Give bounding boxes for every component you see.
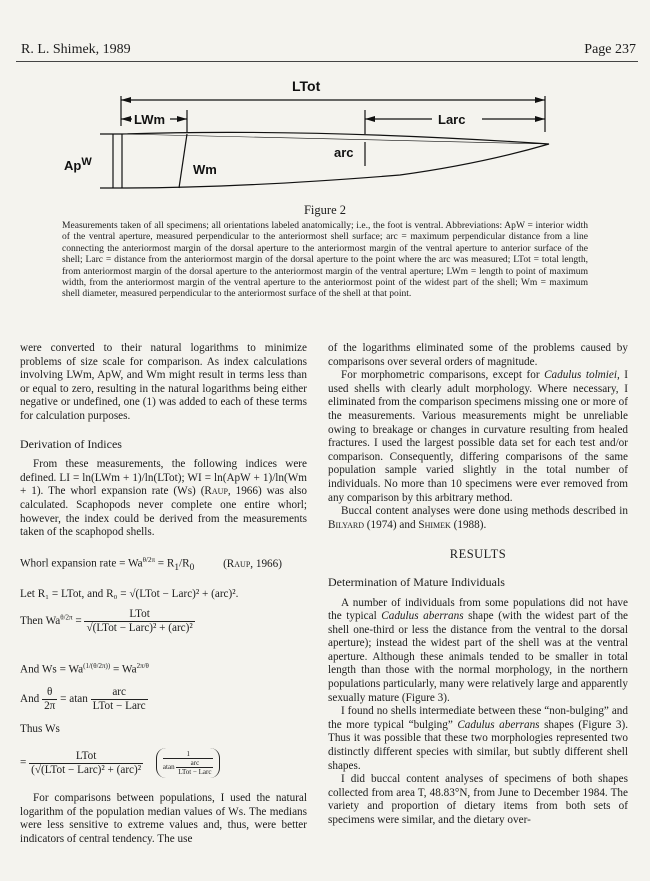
subheading-mature-individuals: Determination of Mature Individuals xyxy=(328,574,505,589)
running-header-author: R. L. Shimek, 1989 xyxy=(21,42,131,57)
label-wm: Wm xyxy=(193,162,217,177)
right-paragraph-1: of the logarithms eliminated some of the problems caused by comparisons over several orders of magnitude. xyxy=(328,342,628,368)
left-paragraph-3: For comparisons between populations, I used the natural logarithm of the population median values of Ws. The medians were less sensitive to extreme values and, thus, were better indicators of central tendency. The use xyxy=(20,792,307,845)
section-heading-indices: Derivation of Indices xyxy=(20,436,122,451)
left-column xyxy=(20,342,307,540)
right-paragraph-5: I found no shells intermediate between these “non-bulging” and the more typical “bulging” Cadulus aberrans shapes (Figure 3). Thus it was possible that these two morphologies represented two distinctly different species with similar, but subtly different shell shapes. xyxy=(328,705,628,772)
larc-right-arrowhead xyxy=(535,116,545,122)
left-paragraph-1: were converted to their natural logarithms to minimize problems of size scale for comparison. As index calculations involving LWm, ApW, and Wm might result in terms less than or equal to zero, resulting in the natural logarithms being either negative or undefined, one (1) was added to each of these terms for calculation purposes. xyxy=(20,342,307,422)
figure-2-diagram xyxy=(60,70,560,198)
larc-left-arrowhead xyxy=(365,116,375,122)
label-lwm: LWm xyxy=(134,112,166,127)
equation-whorl-rate: Whorl expansion rate = $Wa^{\theta/2\pi} = R_1/R_0$ (Raup, 1966) xyxy=(20,556,282,573)
running-header-page: Page 237 xyxy=(584,42,636,57)
right-paragraph-6: I did buccal content analyses of specimens of both shapes collected from area T, 48.83°N, from June to December 1984. The variety and proportion of dietary items from both sets of specimens were similar, and the dietary over- xyxy=(328,773,628,826)
figure-caption: Measurements taken of all specimens; all orientations labeled anatomically; i.e., the foot is ventral. Abbreviations: ApW = interior width of the ventral aperture, measured perpendicular to the anteriormost shell surface; arc = maximum perpendicular distance from a line connecting the anteriormost margin of the dorsal aperture to the anteriormost margin of the ventral aperture to anterior surface of the shell; Larc = distance from the anteriormost margin of the dorsal aperture to the point where the arc was measured; LTot = total length, from anteriormost margin of the dorsal aperture to the anteriormost margin of the ventral aperture; LWm = length to point of maximum width, from the anteriormost margin of the ventral aperture to the anteriormost point of the widest part of the shell; Wm = maximum shell diameter, measured perpendicular to the anteriormost surface of the shell at that point. xyxy=(62,220,588,300)
equation-then-wa: Then $Wa^{\theta/2\pi}$ = $\frac{\text{LTot}}{\text{√(LTot − Larc)² + (arc)²}}$ xyxy=(20,608,193,634)
right-paragraph-3: Buccal content analyses were done using methods described in Bilyard (1974) and Shimek (1988). xyxy=(328,505,628,531)
equation-theta: And $\frac{\theta}{2\pi}$ = atan $\frac{\text{arc}}{\text{LTot − Larc}}$ xyxy=(20,686,146,712)
equation-final-ws: = $\frac{\text{LTot}}{\text{(√(LTot − Larc)² + (arc)²}}$ 1 atan $\frac{\text{arc}}{\text{LTot − Larc}}$ xyxy=(20,748,220,778)
label-arc: arc xyxy=(334,145,354,160)
label-ltot: LTot xyxy=(292,78,321,94)
left-paragraph-2: From these measurements, the following indices were defined. LI = ln(LWm + 1)/ln(LTot); WI = ln(ApW + 1)/ln(Wm + 1). The whorl expansion rate (Ws) (Raup, 1966) was also calculated. Scaphopods never complete one entire whorl; however, the index could be derived from the measurements taken of the scaphopod shells. xyxy=(20,458,307,539)
header-rule xyxy=(16,61,638,62)
wm-line xyxy=(179,134,187,188)
ltot-right-arrowhead xyxy=(535,97,545,103)
right-column xyxy=(328,342,628,828)
left-column-bottom xyxy=(20,792,307,846)
figure-title: Figure 2 xyxy=(303,203,346,217)
right-paragraph-4: A number of individuals from some populations did not have the typical Cadulus aberrans shape (with the widest part of the shell one-third or less the distance from the ventral to the dorsal aperture); instead the widest part of the shell was at the ventral aperture. Although these animals tended to be smaller in total length than those with the normal morphology, in the northern populations particularly, many were relatively large and apparently sexually mature (Figure 3). xyxy=(328,596,629,704)
equation-r-definitions: Let R₁ = LTot, and R₀ = √(LTot − Larc)² + (arc)². xyxy=(20,588,239,600)
lwm-left-arrowhead xyxy=(121,116,131,122)
equation-and-ws: And $Ws = Wa^{(1/(\theta/2\pi))} = Wa^{2\pi/\theta}$ xyxy=(20,662,149,676)
ltot-left-arrowhead xyxy=(121,97,131,103)
label-larc: Larc xyxy=(438,112,466,127)
right-paragraph-2: For morphometric comparisons, except for Cadulus tolmiei, I used shells with clearly adult morphology. Where necessary, I eliminated from the comparison specimens missing one or more of the measurements. Various measurements might be unreliable owing to breakage or changes in curvature resulting from healed fractures. I used the largest possible data set for each test and/or comparison. Consequently, differing comparisons of the same population sample varied slightly in the total number of individuals. No more than 10 specimens were ever removed from any comparison by this arbitrary method. xyxy=(328,369,628,504)
thus-ws-label: Thus Ws xyxy=(20,723,60,735)
results-heading: RESULTS xyxy=(449,547,507,562)
label-apw: $Ap^W$ xyxy=(64,156,92,173)
lwm-right-arrowhead xyxy=(177,116,187,122)
